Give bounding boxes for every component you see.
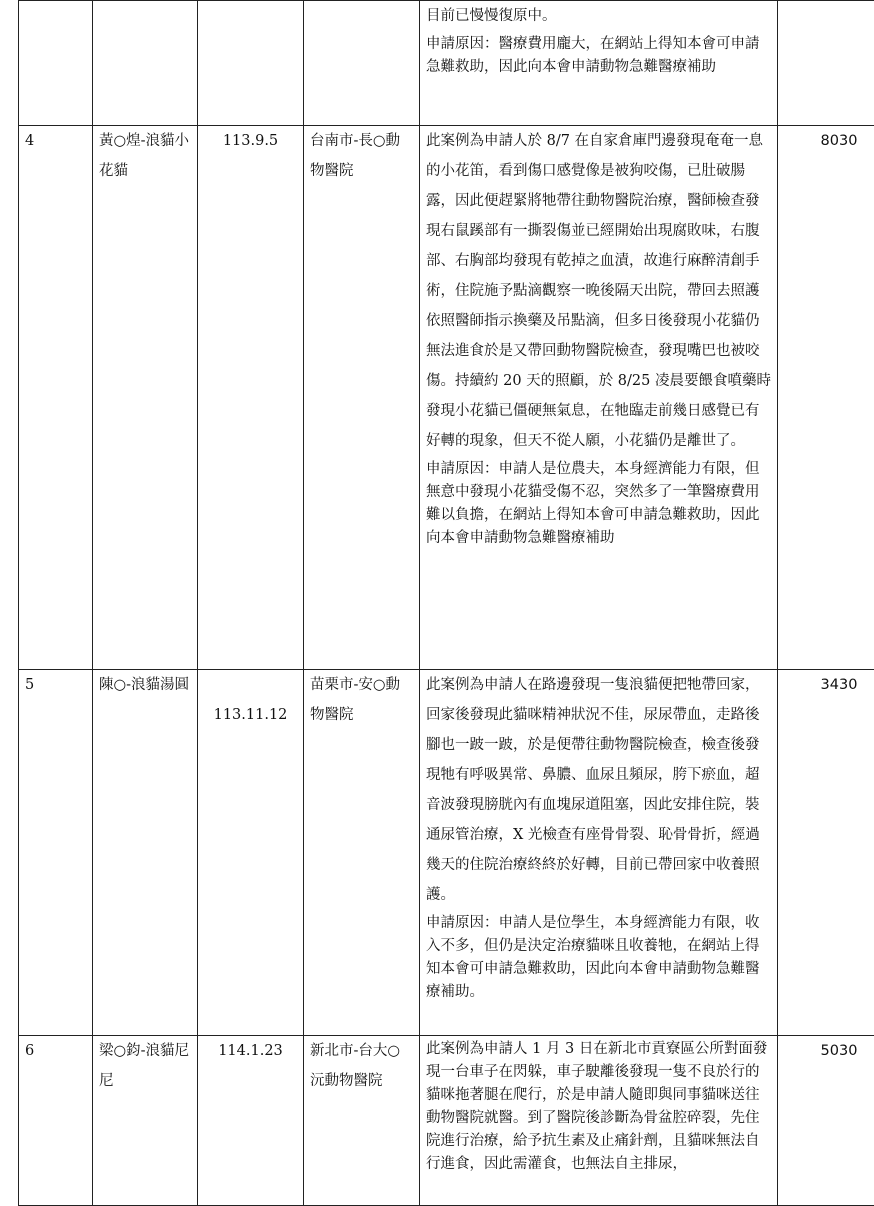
case-story: 此案例為申請人於 8/7 在自家倉庫門邊發現奄奄一息的小花笛，看到傷口感覺像是被狗咬傷，已肚破腸露，因此便趕緊將牠帶往動物醫院治療，醫師檢查發現右鼠蹊部有一撕裂傷並已經開始出現腐敗味，右腹部、右胸部均發現有乾掉之血漬，故進行麻醉清創手術，住院施予點滴觀察一晚後隔天出院，帶回去照護依照醫師指示換藥及吊點滴，但多日後發現小花貓仍無法進食於是又帶回動物醫院檢查，發現嘴巴也被咬傷。持續約 20 天的照顧，於 8/25 凌晨要餵食噴藥時發現小花貓已僵硬無氣息，在牠臨走前幾日感覺已有好轉的現象，但天不從人願，小花貓仍是離世了。 [426,126,771,456]
subsidy-amount [778,1,874,126]
application-reason: 此案例為申請人 1 月 3 日在新北市貢寮區公所對面發現一台車子在閃躲，車子駛離後發現一隻不良於行的貓咪拖著腿在爬行，於是申請人隨即與同事貓咪送往動物醫院就醫。到了醫院後診斷為骨盆腔碎裂，先住院進行治療，給予抗生素及止痛針劑，且貓咪無法自行進食，因此需灌食，也無法自主排尿， [426,1038,771,1176]
case-story: 目前已慢慢復原中。 [426,1,771,31]
table-row [19,1,874,126]
case-description [420,1036,778,1206]
case-number: 4 [19,126,93,670]
hospital-name [304,1,420,126]
table-row [19,1036,874,1206]
applicant-pet-name [93,1,198,126]
table-row [19,670,874,1036]
applicant-pet-name: 陳○-浪貓湯圓 [93,670,198,1036]
subsidy-amount: 3430 [778,670,874,1036]
case-description [420,670,778,1036]
case-story: 此案例為申請人在路邊發現一隻浪貓便把牠帶回家，回家後發現此貓咪精神狀況不佳，尿尿帶血，走路後腳也一跛一跛，於是便帶往動物醫院檢查，檢查後發現牠有呼吸異常、鼻膿、血尿且頻尿，胯下瘀血，超音波發現膀胱內有血塊尿道阻塞，因此安排住院，裝通尿管治療，X 光檢查有座骨骨裂、恥骨骨折，經過幾天的住院治療終終於好轉，目前已帶回家中收養照護。 [426,670,771,910]
application-reason: 申請原因：申請人是位農夫，本身經濟能力有限，但無意中發現小花貓受傷不忍，突然多了一筆醫療費用難以負擔，在網站上得知本會可申請急難救助，因此向本會申請動物急難醫療補助 [426,458,771,550]
application-reason: 申請原因：申請人是位學生，本身經濟能力有限，收入不多，但仍是決定治療貓咪且收養牠，在網站上得知本會可申請急難救助，因此向本會申請動物急難醫療補助。 [426,912,771,1004]
case-number [19,1,93,126]
case-description [420,1,778,126]
application-date: 113.9.5 [198,126,304,670]
hospital-name: 新北市-台大○沅動物醫院 [304,1036,420,1206]
application-date [198,1,304,126]
application-date: 114.1.23 [198,1036,304,1206]
case-number: 6 [19,1036,93,1206]
application-date: 113.11.12 [198,670,304,1036]
hospital-name: 苗栗市-安○動物醫院 [304,670,420,1036]
case-description [420,126,778,670]
case-number: 5 [19,670,93,1036]
subsidy-amount: 5030 [778,1036,874,1206]
subsidy-case-table [18,0,874,1206]
application-reason: 申請原因：醫療費用龐大，在網站上得知本會可申請急難救助，因此向本會申請動物急難醫療補助 [426,33,771,79]
subsidy-amount: 8030 [778,126,874,670]
applicant-pet-name: 梁○鈞-浪貓尼尼 [93,1036,198,1206]
applicant-pet-name: 黃○煌-浪貓小花貓 [93,126,198,670]
table-row [19,126,874,670]
hospital-name: 台南市-長○動物醫院 [304,126,420,670]
